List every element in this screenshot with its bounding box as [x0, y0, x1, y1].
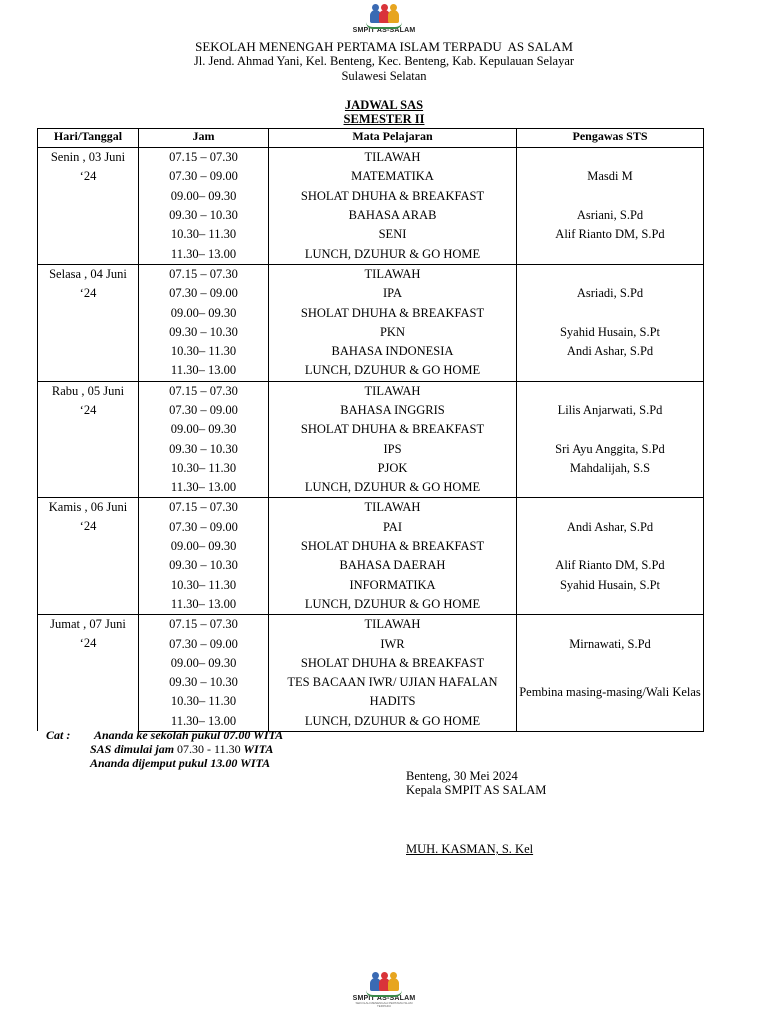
time-cell: 11.30– 13.00 [139, 595, 269, 615]
logo-tagline: SEKOLAH MENENGAH PERTAMA ISLAM TERPADU [355, 1001, 413, 1008]
subject-cell: TILAWAH [269, 381, 517, 401]
subject-cell: PKN [269, 323, 517, 342]
proctor-cell [517, 244, 704, 264]
time-cell: 09.30 – 10.30 [139, 206, 269, 225]
time-cell: 09.30 – 10.30 [139, 323, 269, 342]
signature-name: MUH. KASMAN, S. Kel [406, 842, 534, 856]
subject-cell: BAHASA DAERAH [269, 556, 517, 575]
proctor-cell [517, 498, 704, 518]
proctor-cell: Mahdalijah, S.S [517, 459, 704, 478]
time-cell: 07.15 – 07.30 [139, 264, 269, 284]
logo-name: SMPIT AS-SALAM [352, 27, 416, 34]
proctor-cell: Andi Ashar, S.Pd [517, 518, 704, 537]
time-cell: 07.15 – 07.30 [139, 498, 269, 518]
subject-cell: TILAWAH [269, 615, 517, 635]
header-time: Jam [139, 129, 269, 148]
time-cell: 07.30 – 09.00 [139, 167, 269, 186]
subject-cell: PJOK [269, 459, 517, 478]
subject-cell: TILAWAH [269, 498, 517, 518]
school-region: Sulawesi Selatan [341, 69, 427, 83]
note-start-pre: SAS dimulai jam [90, 742, 178, 756]
proctor-cell: Andi Ashar, S.Pd [517, 342, 704, 361]
note-start-time: 07.30 - 11.30 [177, 742, 241, 756]
subject-cell: LUNCH, DZUHUR & GO HOME [269, 361, 517, 381]
time-cell: 11.30– 13.00 [139, 361, 269, 381]
time-cell: 09.00– 09.30 [139, 187, 269, 206]
day-date: Selasa , 04 Juni [49, 266, 127, 281]
signature-place-date: Benteng, 30 Mei 2024 [406, 769, 518, 783]
notes-label: Cat : [46, 728, 71, 742]
school-address: Jl. Jend. Ahmad Yani, Kel. Benteng, Kec. Benteng, Kab. Kepulauan Selayar [193, 54, 575, 68]
time-cell: 09.30 – 10.30 [139, 439, 269, 458]
day-year: ‘24 [79, 636, 97, 651]
proctor-cell [517, 187, 704, 206]
school-name: SEKOLAH MENENGAH PERTAMA ISLAM TERPADU AS SALAM [195, 39, 573, 54]
table-row [38, 381, 704, 401]
proctor-cell [517, 654, 704, 673]
day-date: Senin , 03 Juni [50, 150, 126, 164]
subject-cell: LUNCH, DZUHUR & GO HOME [269, 712, 517, 732]
proctor-cell: Pembina masing-masing/Wali Kelas [517, 673, 704, 712]
subject-cell: LUNCH, DZUHUR & GO HOME [269, 244, 517, 264]
subject-cell: TILAWAH [269, 264, 517, 284]
proctor-cell [517, 595, 704, 615]
header-proctor: Pengawas STS [517, 129, 704, 148]
time-cell: 07.15 – 07.30 [139, 615, 269, 635]
time-cell: 07.30 – 09.00 [139, 634, 269, 653]
proctor-cell: Alif Rianto DM, S.Pd [517, 225, 704, 244]
time-cell: 11.30– 13.00 [139, 244, 269, 264]
time-cell: 07.30 – 09.00 [139, 284, 269, 303]
time-cell: 10.30– 11.30 [139, 225, 269, 244]
time-cell: 09.00– 09.30 [139, 654, 269, 673]
subject-cell: IPA [269, 284, 517, 303]
subject-cell: IPS [269, 439, 517, 458]
subject-cell: PAI [269, 518, 517, 537]
document-title: JADWAL SAS [344, 98, 424, 112]
table-row [38, 264, 704, 284]
day-date: Jumat , 07 Juni [50, 617, 126, 632]
time-cell: 07.15 – 07.30 [139, 148, 269, 168]
school-logo-top [350, 6, 418, 38]
notes [46, 728, 283, 770]
proctor-cell [517, 712, 704, 732]
time-cell: 09.00– 09.30 [139, 303, 269, 322]
time-cell: 07.30 – 09.00 [139, 518, 269, 537]
table-row [38, 615, 704, 635]
time-cell: 10.30– 11.30 [139, 576, 269, 595]
proctor-cell: Masdi M [517, 167, 704, 186]
day-cell [38, 615, 139, 732]
proctor-cell [517, 478, 704, 498]
time-cell: 09.00– 09.30 [139, 537, 269, 556]
proctor-cell [517, 381, 704, 401]
proctor-cell: Asriadi, S.Pd [517, 284, 704, 303]
proctor-cell [517, 537, 704, 556]
day-year: ‘24 [79, 402, 97, 417]
note-pickup: Ananda dijemput pukul 13.00 WITA [90, 756, 271, 770]
logo-name-bottom: SMPIT AS-SALAM [352, 995, 416, 1002]
subject-cell: BAHASA ARAB [269, 206, 517, 225]
subject-cell: LUNCH, DZUHUR & GO HOME [269, 595, 517, 615]
proctor-cell [517, 303, 704, 322]
subject-cell: INFORMATIKA [269, 576, 517, 595]
time-cell: 09.00– 09.30 [139, 420, 269, 439]
time-cell: 09.30 – 10.30 [139, 673, 269, 692]
time-cell: 09.30 – 10.30 [139, 556, 269, 575]
subject-cell: BAHASA INGGRIS [269, 401, 517, 420]
proctor-cell: Lilis Anjarwati, S.Pd [517, 401, 704, 420]
subject-cell: TILAWAH [269, 148, 517, 168]
signature-position: Kepala SMPIT AS SALAM [406, 783, 547, 797]
time-cell: 07.30 – 09.00 [139, 401, 269, 420]
header-day: Hari/Tanggal [38, 129, 139, 148]
time-cell: 10.30– 11.30 [139, 342, 269, 361]
subject-cell: SHOLAT DHUHA & BREAKFAST [269, 303, 517, 322]
subject-cell: MATEMATIKA [269, 167, 517, 186]
day-cell [38, 498, 139, 615]
table-header-row [38, 129, 704, 148]
day-cell [38, 148, 139, 265]
school-logo-bottom [350, 974, 418, 1006]
time-cell: 10.30– 11.30 [139, 459, 269, 478]
subject-cell: IWR [269, 634, 517, 653]
proctor-cell [517, 361, 704, 381]
proctor-cell: Sri Ayu Anggita, S.Pd [517, 439, 704, 458]
proctor-cell: Asriani, S.Pd [517, 206, 704, 225]
day-cell [38, 264, 139, 381]
day-year: ‘24 [79, 285, 97, 300]
subject-cell: SHOLAT DHUHA & BREAKFAST [269, 420, 517, 439]
day-date: Kamis , 06 Juni [48, 500, 128, 515]
proctor-cell [517, 615, 704, 635]
table-row [38, 148, 704, 168]
subject-cell: SENI [269, 225, 517, 244]
semester-title: SEMESTER II [343, 112, 425, 126]
proctor-cell [517, 148, 704, 168]
header-subject: Mata Pelajaran [269, 129, 517, 148]
time-cell: 10.30– 11.30 [139, 692, 269, 711]
subject-cell: SHOLAT DHUHA & BREAKFAST [269, 187, 517, 206]
subject-cell: HADITS [269, 692, 517, 711]
time-cell: 11.30– 13.00 [139, 712, 269, 732]
subject-cell: SHOLAT DHUHA & BREAKFAST [269, 654, 517, 673]
note-arrival: Ananda ke sekolah pukul 07.00 WITA [94, 728, 284, 742]
proctor-cell: Syahid Husain, S.Pt [517, 323, 704, 342]
proctor-cell [517, 420, 704, 439]
subject-cell: BAHASA INDONESIA [269, 342, 517, 361]
time-cell: 11.30– 13.00 [139, 478, 269, 498]
day-cell [38, 381, 139, 498]
time-cell: 07.15 – 07.30 [139, 381, 269, 401]
proctor-cell [517, 264, 704, 284]
subject-cell: LUNCH, DZUHUR & GO HOME [269, 478, 517, 498]
day-date: Rabu , 05 Juni [51, 383, 125, 398]
proctor-cell: Alif Rianto DM, S.Pd [517, 556, 704, 575]
note-start-post: WITA [240, 742, 274, 756]
subject-cell: TES BACAAN IWR/ UJIAN HAFALAN [269, 673, 517, 692]
table-row [38, 498, 704, 518]
schedule-table [37, 128, 704, 732]
day-year: ‘24 [79, 169, 97, 183]
proctor-cell: Mirnawati, S.Pd [517, 634, 704, 653]
day-year: ‘24 [79, 519, 97, 534]
proctor-cell: Syahid Husain, S.Pt [517, 576, 704, 595]
subject-cell: SHOLAT DHUHA & BREAKFAST [269, 537, 517, 556]
